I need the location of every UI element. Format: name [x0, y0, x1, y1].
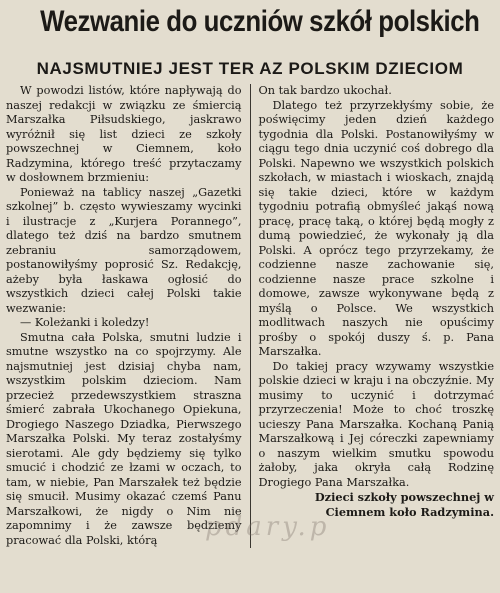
paragraph: W powodzi listów, które napływają do naszej redakcji w związku ze śmiercią Marszałka Piłsudskiego, jaskrawo wyróżnił się list dzieci ze szkoły powszechnej w Ciemnem, koło Radzymina, którego treść przytaczamy w dosłownem brzmieniu:	[6, 84, 242, 184]
right-column	[259, 84, 495, 548]
paragraph: On tak bardzo ukochał.	[258, 84, 392, 97]
paragraph: Do takiej pracy wzywamy wszystkie polskie dzieci w kraju i na obczyźnie. My musimy to uczynić i dotrzymać przyrzeczenia! Może to choć troszkę ucieszy Pana Marszałka. Kochaną Panią Marszałkową i Jej córeczki zapewniamy o naszym wielkim smutku spowodu żałoby, jaka okryła całą Rodzinę Drogiego Pana Marszałka.	[258, 359, 495, 489]
column-divider	[250, 84, 251, 548]
signature: Dzieci szkoły powszechnej w Ciemnem koło Radzymina.	[314, 490, 495, 519]
article-title: Wezwanie do uczniów szkół polskich	[40, 5, 480, 38]
watermark: pdary.p	[205, 512, 331, 542]
left-column	[6, 84, 242, 548]
paragraph: — Koleżanki i koledzy!	[20, 316, 150, 329]
paragraph: Smutna cała Polska, smutni ludzie i smutne wszystko na co spojrzymy. Ale najsmutniej jest dzisiaj chyba nam, wszystkim polskim dzieciom. Nam przecież przedewszystkiem straszna śmierć zabrała Ukochanego Opiekuna, Drogiego Naszego Dziadka, Pierwszego Marszałka Polski. My teraz zostałyśmy sierotami. Ale gdy będziemy się tylko smucić i chodzić ze łzami w oczach, to tam, w niebie, Pan Marszałek też będzie się smucił. Musimy okazać czemś Panu Marszałkowi, że nigdy o Nim nie zapomnimy i że zawsze będziemy pracować dla Polski, którą	[6, 330, 242, 547]
article-subtitle: NAJSMUTNIEJ JEST TER AZ POLSKIM DZIECIOM	[36, 59, 464, 78]
paragraph: Dlatego też przyrzekłyśmy sobie, że poświęcimy jeden dzień każdego tygodnia dla Polski. Postanowiłyśmy w ciągu tego dnia uczynić coś dobrego dla Polski. Napewno we wszystkich polskich szkołach, w miastach i wioskach, znajdą się takie dzieci, które w każdym tygodniu potrafią obmyśleć jakąś nową pracę, pracę taką, o której będą mogły z dumą powiedzieć, że wykonały ją dla Polski. A oprócz tego przyrzekamy, że codzienne nasze zachowanie się, codzienne nasze prace szkolne i domowe, zawsze wykonywane będą z myślą o Polsce. We wszystkich modlitwach naszych nie opuścimy prośby o spokój duszy ś. p. Pana Marszałka.	[258, 98, 495, 358]
article-columns	[6, 84, 494, 548]
paragraph: Ponieważ na tablicy naszej „Gazetki szkolnej” b. często wywieszamy wycinki i ilustracje z „Kurjera Porannego”, dlatego też dziś na bardzo smutnem zebraniu samorządowem, postanowiłyśmy poprosić Sz. Redakcję, ażeby była łaskawa ogłosić do wszystkich dzieci całej Polski takie wezwanie:	[6, 185, 242, 315]
